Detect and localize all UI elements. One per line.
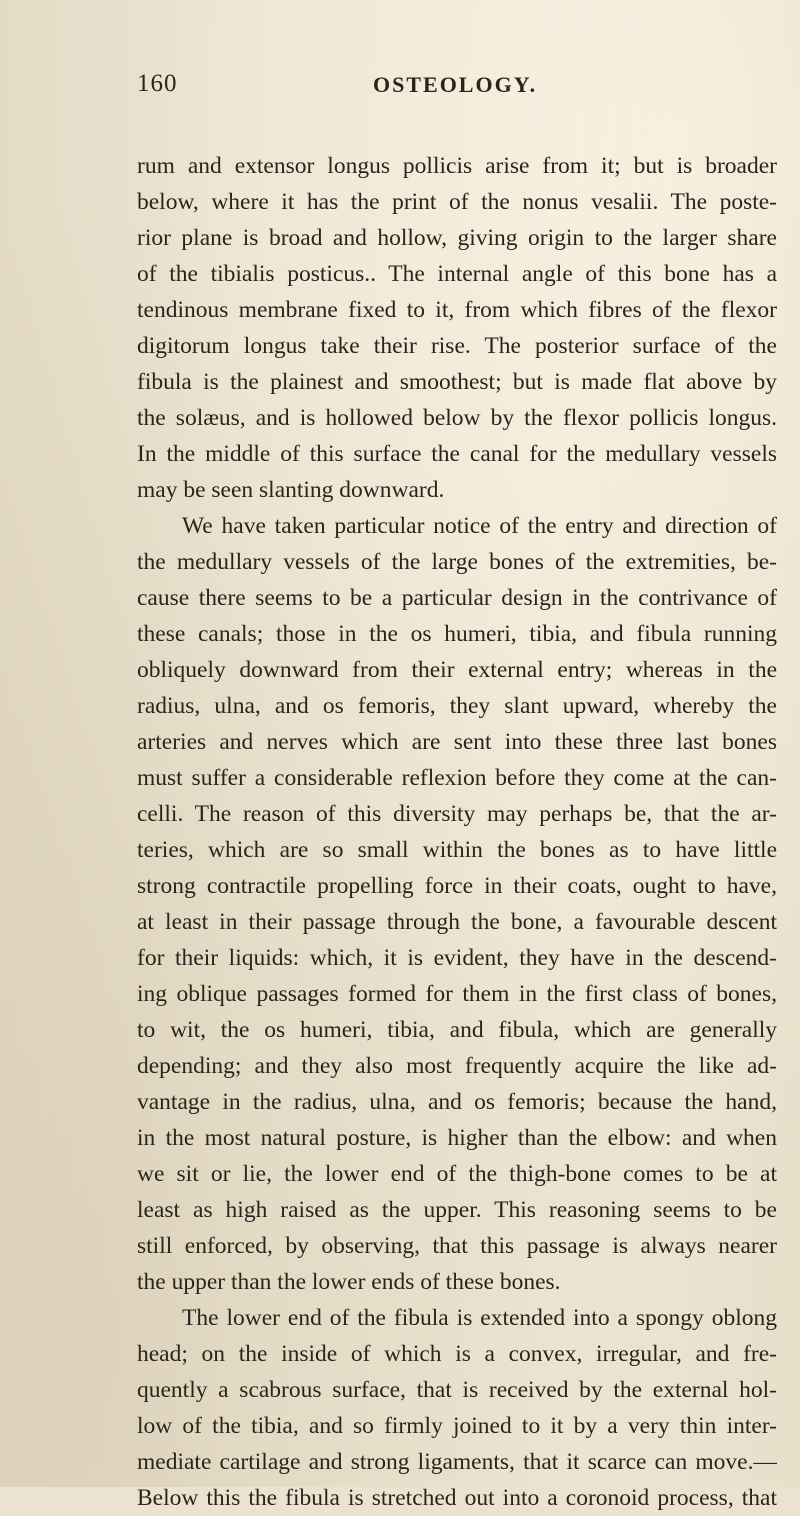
text-line: arteries and nerves which are sent into these three last bones (137, 729, 777, 755)
text-line: strong contractile propelling force in their coats, ought to have, (137, 873, 777, 899)
text-line: radius, ulna, and os femoris, they slant upward, whereby the (137, 693, 777, 719)
text-line: vantage in the radius, ulna, and os femoris; because the hand, (137, 1089, 777, 1115)
text-line: rum and extensor longus pollicis arise from it; but is broader (137, 153, 777, 179)
running-title: OSTEOLOGY. (373, 72, 538, 97)
text-line: may be seen slanting downward. (137, 477, 445, 503)
text-line: teries, which are so small within the bones as to have little (137, 837, 777, 863)
text-line: ing oblique passages formed for them in the first class of bones, (137, 981, 777, 1007)
text-line: must suffer a considerable reflexion before they come at the can- (137, 765, 777, 791)
text-line: below, where it has the print of the nonus vesalii. The poste- (137, 189, 777, 215)
text-line: cause there seems to be a particular design in the contrivance of (137, 585, 777, 611)
body-text (137, 148, 777, 1516)
text-line: In the middle of this surface the canal for the medullary vessels (137, 441, 777, 467)
text-line: Below this the fibula is stretched out into a coronoid process, that (137, 1485, 777, 1511)
text-line: depending; and they also most frequently acquire the like ad- (137, 1053, 777, 1079)
text-line: we sit or lie, the lower end of the thigh-bone comes to be at (137, 1161, 777, 1187)
text-line: fibula is the plainest and smoothest; but is made flat above by (137, 369, 777, 395)
text-line: least as high raised as the upper. This reasoning seems to be (137, 1197, 777, 1223)
text-line: the upper than the lower ends of these bones. (137, 1269, 561, 1295)
text-line: for their liquids: which, it is evident, they have in the descend- (137, 945, 777, 971)
page-header (137, 70, 777, 110)
text-line: tendinous membrane fixed to it, from which fibres of the flexor (137, 297, 777, 323)
text-line: these canals; those in the os humeri, tibia, and fibula running (137, 621, 777, 647)
text-line: the solæus, and is hollowed below by the flexor pollicis longus. (137, 405, 777, 431)
text-line: the medullary vessels of the large bones of the extremities, be- (137, 549, 777, 575)
text-line: rior plane is broad and hollow, giving origin to the larger share (137, 225, 777, 251)
page-number: 160 (137, 70, 178, 97)
text-line: at least in their passage through the bone, a favourable descent (137, 909, 777, 935)
paragraph-start-line: The lower end of the fibula is extended into a spongy oblong (182, 1305, 777, 1331)
text-line: mediate cartilage and strong ligaments, that it scarce can move.— (137, 1449, 777, 1475)
text-line: in the most natural posture, is higher than the elbow: and when (137, 1125, 777, 1151)
text-line: still enforced, by observing, that this passage is always nearer (137, 1233, 777, 1259)
text-line: head; on the inside of which is a convex, irregular, and fre- (137, 1341, 777, 1367)
text-line: celli. The reason of this diversity may perhaps be, that the ar- (137, 801, 777, 827)
text-line: to wit, the os humeri, tibia, and fibula, which are generally (137, 1017, 777, 1043)
text-line: obliquely downward from their external entry; whereas in the (137, 657, 777, 683)
text-line: low of the tibia, and so firmly joined to it by a very thin inter- (137, 1413, 777, 1439)
paragraph-start-line: We have taken particular notice of the entry and direction of (182, 513, 777, 539)
text-line: of the tibialis posticus.. The internal angle of this bone has a (137, 261, 777, 287)
text-line: digitorum longus take their rise. The posterior surface of the (137, 333, 777, 359)
text-line: quently a scabrous surface, that is received by the external hol- (137, 1377, 777, 1403)
